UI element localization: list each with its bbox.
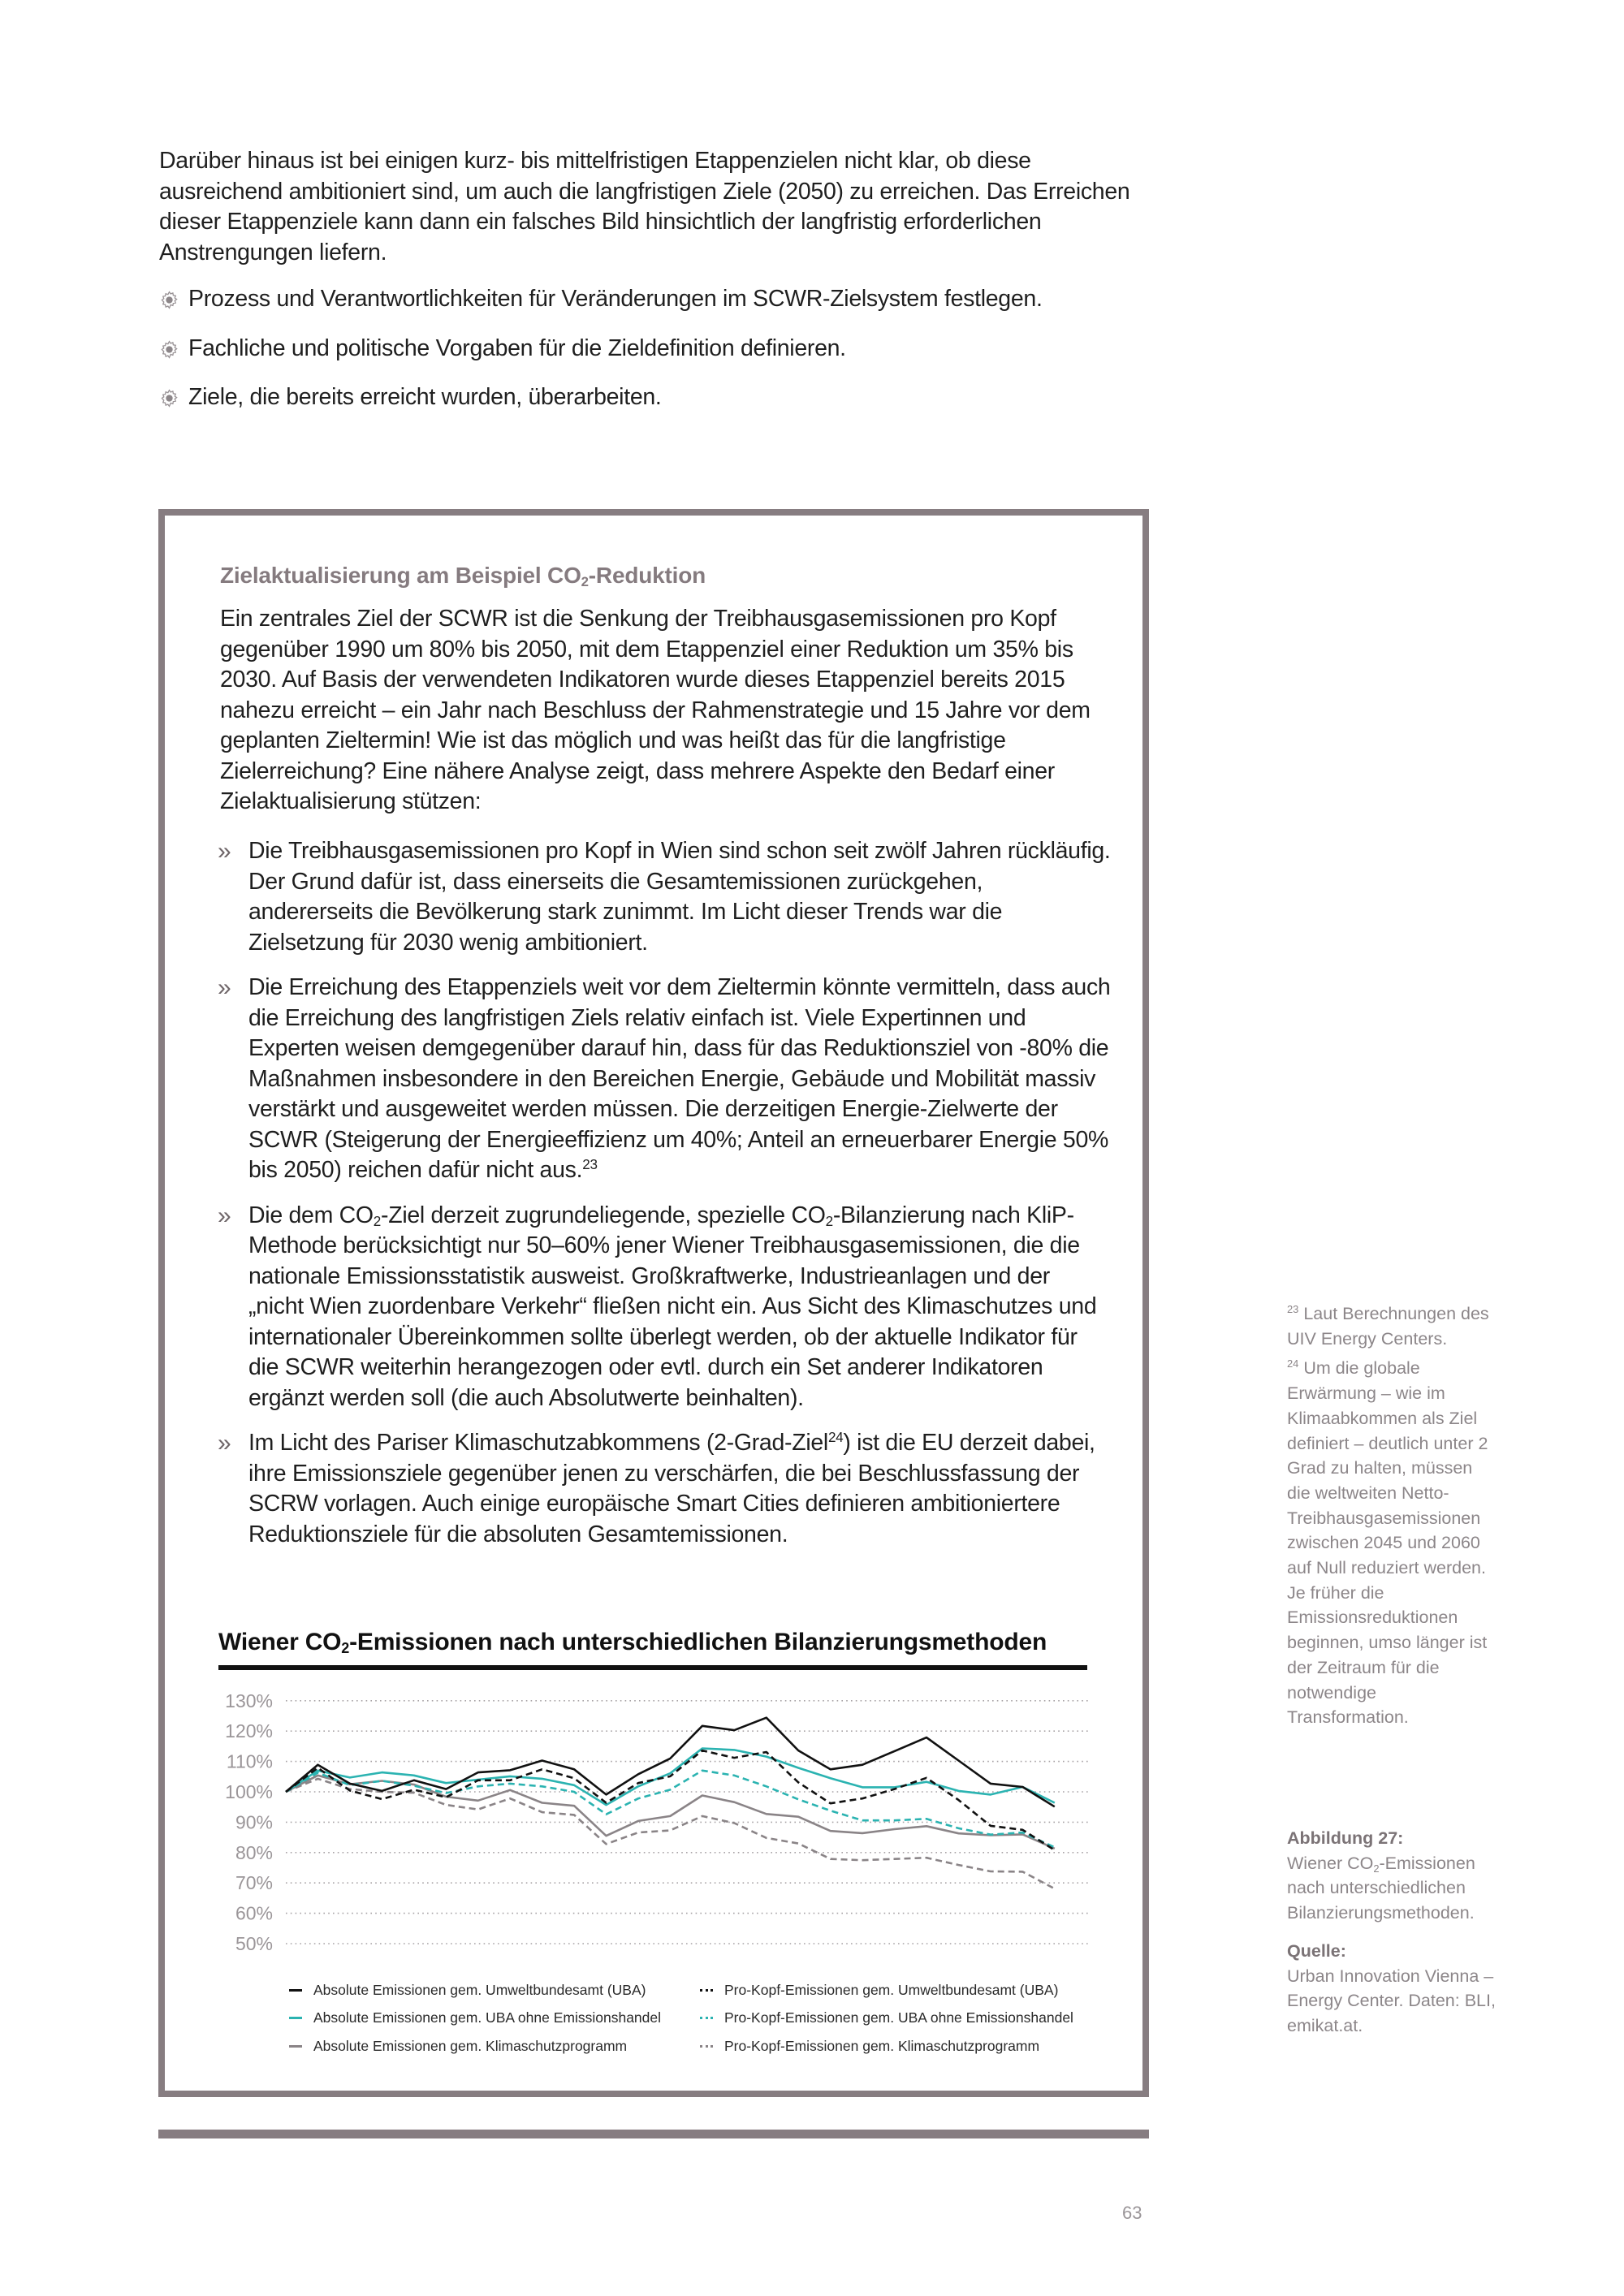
legend-item bbox=[700, 2032, 1073, 2061]
footnote-ref[interactable]: 24 bbox=[827, 1430, 844, 1445]
footnotes bbox=[1287, 1301, 1498, 1735]
argument-item bbox=[218, 1428, 1111, 1550]
y-tick-label: 80% bbox=[235, 1841, 273, 1863]
legend-item bbox=[700, 1976, 1073, 2005]
box-heading bbox=[220, 563, 706, 589]
double-arrow-icon: » bbox=[218, 838, 231, 865]
gear-icon bbox=[159, 290, 179, 310]
legend-label: Pro-Kopf-Emissionen gem. Klimaschutzprogramm bbox=[724, 2037, 1040, 2054]
section-divider bbox=[158, 2130, 1149, 2138]
subscript: 2 bbox=[341, 1640, 350, 1656]
argument-item bbox=[218, 836, 1111, 958]
y-tick-label: 130% bbox=[225, 1690, 273, 1711]
footnote-number: 23 bbox=[1287, 1303, 1299, 1315]
subscript: 2 bbox=[373, 1213, 382, 1229]
figure-description: Wiener CO bbox=[1287, 1853, 1374, 1873]
y-tick-label: 50% bbox=[235, 1933, 273, 1954]
recommendation-text: Ziele, die bereits erreicht wurden, überarbeiten. bbox=[188, 384, 662, 410]
recommendation-text: Fachliche und politische Vorgaben für die Zieldefinition definieren. bbox=[188, 334, 846, 361]
legend-column-per-capita bbox=[700, 1976, 1073, 2061]
argument-text: ) ist die EU derzeit dabei, ihre Emissionsziele gegenüber jenen zu verschärfen, die bei Beschlussfassung der SCRW vorlagen. Auch einige europäische Smart Cities definieren ambitioniertere Reduktionsziele für die absoluten Gesamtemissionen. bbox=[248, 1430, 1095, 1547]
recommendation-list bbox=[159, 284, 1134, 413]
legend-swatch bbox=[700, 2017, 713, 2019]
legend-label: Absolute Emissionen gem. Klimaschutzprogramm bbox=[313, 2037, 628, 2054]
argument-item bbox=[218, 1201, 1111, 1414]
legend-swatch bbox=[289, 1989, 302, 1992]
y-tick-label: 110% bbox=[226, 1750, 273, 1772]
legend-label: Pro-Kopf-Emissionen gem. UBA ohne Emissionshandel bbox=[724, 2009, 1073, 2026]
argument-text: Im Licht des Pariser Klimaschutzabkommens (2-Grad-Ziel bbox=[248, 1430, 828, 1456]
legend-item bbox=[289, 2005, 661, 2033]
chart-title-text: -Emissionen nach unterschiedlichen Bilanzierungsmethoden bbox=[349, 1629, 1047, 1655]
intro-section bbox=[159, 146, 1134, 413]
legend-swatch bbox=[700, 1989, 713, 1992]
subscript: 2 bbox=[1373, 1862, 1380, 1875]
argument-text: Die dem CO bbox=[248, 1202, 374, 1228]
footnote-number: 24 bbox=[1287, 1357, 1299, 1370]
chart-title bbox=[218, 1629, 1047, 1656]
footnote-text: Um die globale Erwärmung – wie im Klimaabkommen als Ziel definiert – deutlich unter 2 Grad zu halten, müssen die weltweiten Netto-Treibhausgasemissionen zwischen 2045 und 2060 auf Null reduziert werden. Je früher die Emissionsreduktionen beginnen, umso länger ist der Zeitraum für die notwendige Transformation. bbox=[1287, 1358, 1488, 1728]
source-label: Quelle: bbox=[1287, 1940, 1346, 1961]
legend-label: Absolute Emissionen gem. UBA ohne Emissionshandel bbox=[313, 2009, 662, 2026]
figure-caption bbox=[1287, 1826, 1498, 2052]
argument-item bbox=[218, 973, 1111, 1186]
series-line bbox=[286, 1750, 1055, 1850]
chart-title-rule bbox=[218, 1665, 1087, 1670]
legend-item bbox=[289, 1976, 661, 2005]
y-tick-label: 70% bbox=[235, 1872, 273, 1894]
gear-icon bbox=[159, 388, 179, 408]
recommendation-item bbox=[159, 334, 1134, 365]
subscript: 2 bbox=[825, 1213, 833, 1229]
legend-label: Absolute Emissionen gem. Umweltbundesamt (UBA) bbox=[313, 1981, 646, 1998]
subscript: 2 bbox=[581, 574, 589, 589]
argument-text: -Bilanzierung nach KliP-Methode berücksichtigt nur 50–60% jener Wiener Treibhausgasemissionen, die die nationale Emissionsstatistik ausweist. Großkraftwerke, Industrieanlagen und der „nicht Wien zuordenbare Verkehr“ fließen nicht ein. Aus Sicht des Klimaschutzes und internationaler Übereinkommen sollte überlegt werden, ob der aktuelle Indikator für die SCWR weiterhin herangezogen oder evtl. durch ein Set anderer Indikatoren ergänzt werden soll (die auch Absolutwerte beinhalten). bbox=[248, 1202, 1097, 1411]
y-tick-label: 100% bbox=[225, 1781, 273, 1802]
figure-description: -Emissionen nach unterschiedlichen Bilanzierungsmethoden. bbox=[1287, 1853, 1475, 1923]
box-intro-paragraph: Ein zentrales Ziel der SCWR ist die Senkung der Treibhausgasemissionen pro Kopf gegenüber 1990 um 80% bis 2050, mit dem Etappenziel einer Reduktion um 35% bis 2030. Auf Basis der verwendeten Indikatoren wurde dieses Etappenziel bereits 2015 nahezu erreicht – ein Jahr nach Beschluss der Rahmenstrategie und 15 Jahre vor dem geplanten Zieltermin! Wie ist das möglich und was heißt das für die langfristige Zielerreichung? Eine nähere Analyse zeigt, dass mehrere Aspekte den Bedarf einer Zielaktualisierung stützen: bbox=[220, 606, 1091, 814]
intro-paragraph: Darüber hinaus ist bei einigen kurz- bis mittelfristigen Etappenzielen nicht klar, ob diese ausreichend ambitioniert sind, um auch die langfristigen Ziele (2050) zu erreichen. Das Erreichen dieser Etappenziele kann dann ein falsches Bild hinsichtlich der langfristig erforderlichen Anstrengungen liefern. bbox=[159, 148, 1130, 265]
argument-list bbox=[218, 836, 1111, 1564]
y-tick-label: 90% bbox=[235, 1811, 273, 1833]
double-arrow-icon: » bbox=[218, 974, 231, 1001]
footnote-text: Laut Berechnungen des UIV Energy Centers. bbox=[1287, 1304, 1489, 1349]
page-number: 63 bbox=[1122, 2203, 1142, 2223]
legend-label: Pro-Kopf-Emissionen gem. Umweltbundesamt (UBA) bbox=[724, 1981, 1059, 1998]
legend-swatch bbox=[289, 2017, 302, 2019]
legend-swatch bbox=[700, 2045, 713, 2048]
box-heading-text: -Reduktion bbox=[588, 563, 706, 588]
figure-label: Abbildung 27: bbox=[1287, 1828, 1404, 1848]
recommendation-item bbox=[159, 382, 1134, 413]
series-line bbox=[286, 1779, 1055, 1888]
double-arrow-icon: » bbox=[218, 1202, 231, 1229]
box-heading-text: Zielaktualisierung am Beispiel CO bbox=[220, 563, 581, 588]
argument-text: Die Treibhausgasemissionen pro Kopf in Wien sind schon seit zwölf Jahren rückläufig. Der Grund dafür ist, dass einerseits die Gesamtemissionen zurückgehen, andererseits die Bevölkerung stark zunimmt. Im Licht dieser Trends war die Zielsetzung für 2030 wenig ambitioniert. bbox=[248, 838, 1111, 956]
gear-icon bbox=[159, 339, 179, 360]
y-tick-label: 120% bbox=[225, 1720, 273, 1742]
footnote-24 bbox=[1287, 1356, 1498, 1730]
legend-column-absolute bbox=[289, 1976, 661, 2061]
chart-title-text: Wiener CO bbox=[218, 1629, 342, 1655]
legend-swatch bbox=[289, 2045, 302, 2048]
double-arrow-icon: » bbox=[218, 1430, 231, 1457]
argument-text: Die Erreichung des Etappenziels weit vor dem Zieltermin könnte vermitteln, dass auch die Erreichung des langfristigen Ziels relativ einfach ist. Viele Expertinnen und Experten weisen demgegenüber darauf hin, dass für das Reduktionsziel von -80% die Maßnahmen insbesondere in den Bereichen Energie, Gebäude und Mobilität massiv verstärkt und ausgeweitet werden müssen. Die derzeitigen Energie-Zielwerte der SCWR (Steigerung der Energieeffizienz um 40%; Anteil an erneuerbarer Energie 50% bis 2050) reichen dafür nicht aus. bbox=[248, 974, 1111, 1183]
recommendation-item bbox=[159, 284, 1134, 315]
source-text: Urban Innovation Vienna – Energy Center. Daten: BLI, emikat.at. bbox=[1287, 1966, 1496, 2035]
y-tick-label: 60% bbox=[235, 1902, 273, 1924]
recommendation-text: Prozess und Verantwortlichkeiten für Veränderungen im SCWR-Zielsystem festlegen. bbox=[188, 286, 1043, 312]
line-chart bbox=[211, 1681, 1096, 1957]
argument-text: -Ziel derzeit zugrundeliegende, spezielle CO bbox=[381, 1202, 826, 1228]
legend-item bbox=[289, 2032, 661, 2061]
footnote-23 bbox=[1287, 1301, 1498, 1351]
footnote-ref[interactable]: 23 bbox=[582, 1157, 598, 1172]
legend-item bbox=[700, 2005, 1073, 2033]
